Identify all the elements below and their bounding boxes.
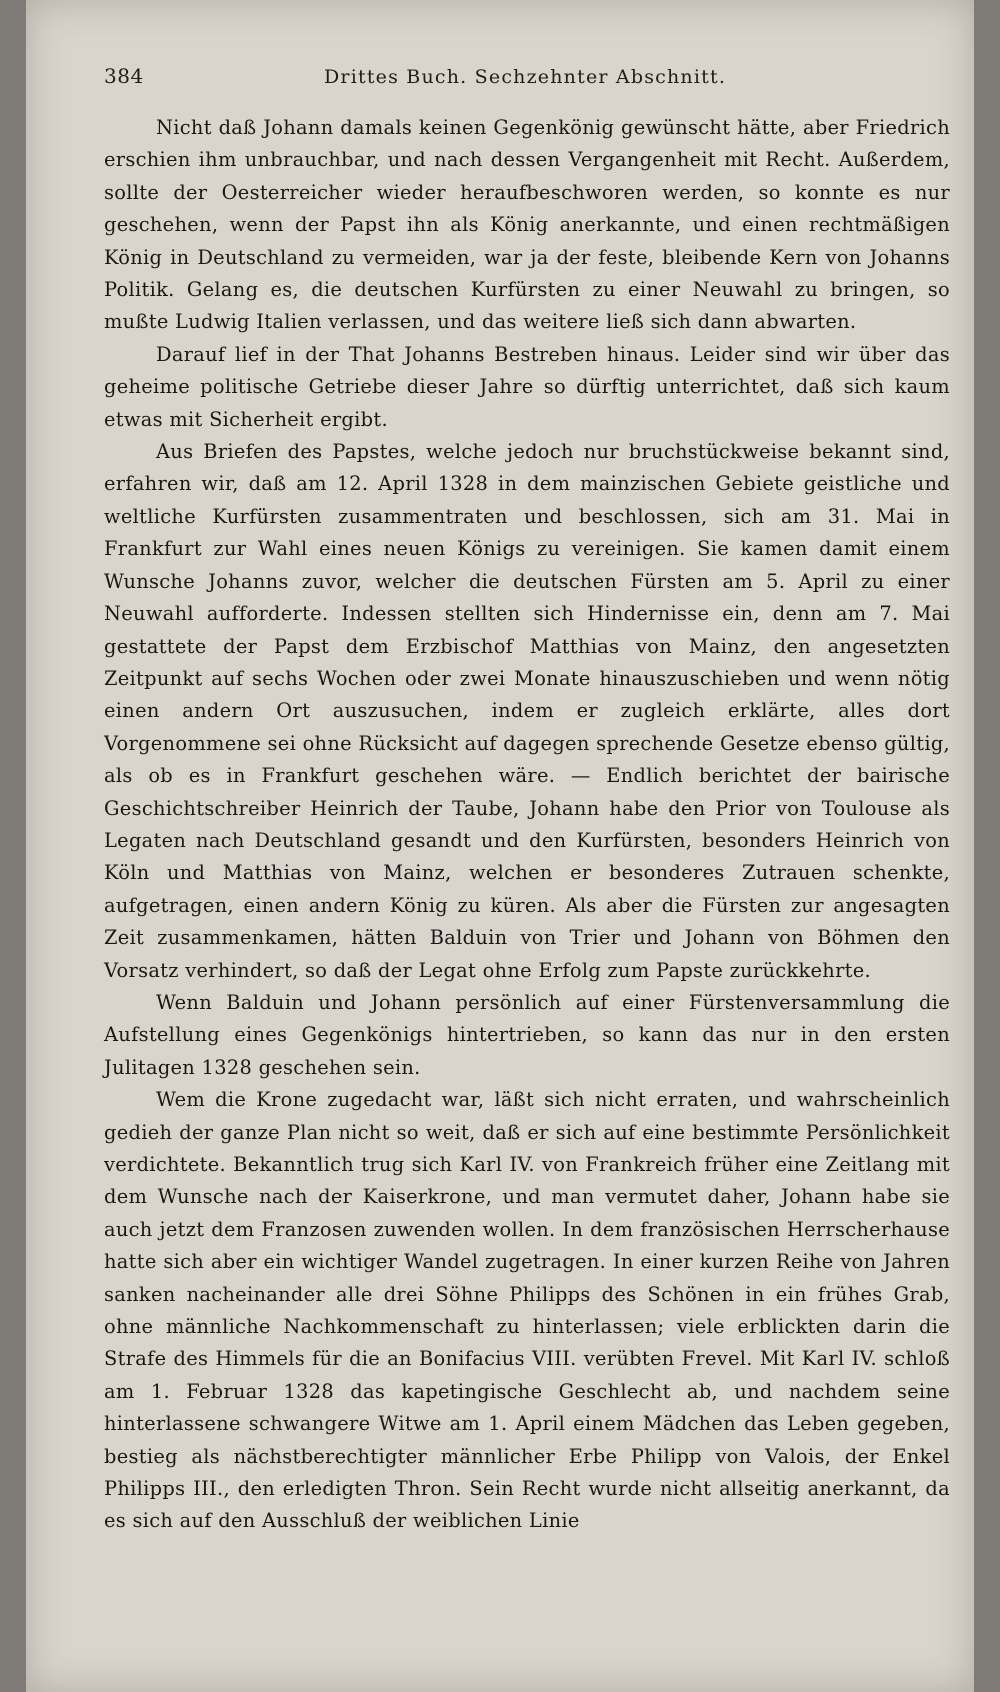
paragraph-2: Darauf lief in der That Johanns Bestreben hinaus. Leider sind wir über das geheime politische Getriebe dieser Jahre so dürftig unterrichtet, daß sich kaum etwas mit Sicherheit ergibt. [104,342,950,431]
paragraph-4: Wenn Balduin und Johann persönlich auf einer Fürstenversammlung die Aufstellung eines Gegenkönigs hintertrieben, so kann das nur in den ersten Julitagen 1328 geschehen sein. [104,990,950,1079]
body-text [104,112,950,1538]
paragraph-3: Aus Briefen des Papstes, welche jedoch nur bruchstückweise bekannt sind, erfahren wir, daß am 12. April 1328 in dem mainzischen Gebiete geistliche und weltliche Kurfürsten zusammentraten und beschlossen, sich am 31. Mai in Frankfurt zur Wahl eines neuen Königs zu vereinigen. Sie kamen damit einem Wunsche Johanns zuvor, welcher die deutschen Fürsten am 5. April zu einer Neuwahl aufforderte. Indessen stellten sich Hindernisse ein, denn am 7. Mai gestattete der Papst dem Erzbischof Matthias von Mainz, den angesetzten Zeitpunkt auf sechs Wochen oder zwei Monate hinauszuschieben und wenn nötig einen andern Ort auszusuchen, indem er zugleich erklärte, alles dort Vorgenommene sei ohne Rücksicht auf dagegen sprechende Gesetze ebenso gültig, als ob es in Frankfurt geschehen wäre. — Endlich berichtet der bairische Geschichtschreiber Heinrich der Taube, Johann habe den Prior von Toulouse als Legaten nach Deutschland gesandt und den Kurfürsten, besonders Heinrich von Köln und Matthias von Mainz, welchen er besonderes Zutrauen schenkte, aufgetragen, einen andern König zu küren. Als aber die Fürsten zur angesagten Zeit zusammenkamen, hätten Balduin von Trier und Johann von Böhmen den Vorsatz verhindert, so daß der Legat ohne Erfolg zum Papste zurückkehrte. [104,440,950,982]
book-page [26,0,974,1692]
page-number: 384 [104,64,144,88]
paragraph-1: Nicht daß Johann damals keinen Gegenkönig gewünscht hätte, aber Friedrich erschien ihm unbrauchbar, und nach dessen Vergangenheit mit Recht. Außerdem, sollte der Oesterreicher wieder heraufbeschworen werden, so konnte es nur geschehen, wenn der Papst ihn als König anerkannte, und einen rechtmäßigen König in Deutschland zu vermeiden, war ja der feste, bleibende Kern von Johanns Politik. Gelang es, die deutschen Kurfürsten zu einer Neuwahl zu bringen, so mußte Ludwig Italien verlassen, und das weitere ließ sich dann abwarten. [104,116,950,334]
running-head: Drittes Buch. Sechzehnter Abschnitt. [324,66,727,88]
page-header [104,64,964,92]
paragraph-5: Wem die Krone zugedacht war, läßt sich nicht erraten, und wahrscheinlich gedieh der ganze Plan nicht so weit, daß er sich auf eine bestimmte Persönlichkeit verdichtete. Bekanntlich trug sich Karl IV. von Frankreich früher eine Zeitlang mit dem Wunsche nach der Kaiserkrone, und man vermutet daher, Johann habe sie auch jetzt dem Franzosen zuwenden wollen. In dem französischen Herrscherhause hatte sich aber ein wichtiger Wandel zugetragen. In einer kurzen Reihe von Jahren sanken nacheinander alle drei Söhne Philipps des Schönen in ein frühes Grab, ohne männliche Nachkommenschaft zu hinterlassen; viele erblickten darin die Strafe des Himmels für die an Bonifacius VIII. verübten Frevel. Mit Karl IV. schloß am 1. Februar 1328 das kapetingische Geschlecht ab, und nachdem seine hinterlassene schwangere Witwe am 1. April einem Mädchen das Leben gegeben, bestieg als nächstberechtigter männlicher Erbe Philipp von Valois, der Enkel Philipps III., den erledigten Thron. Sein Recht wurde nicht allseitig anerkannt, da es sich auf den Ausschluß der weiblichen Linie [104,1088,950,1533]
